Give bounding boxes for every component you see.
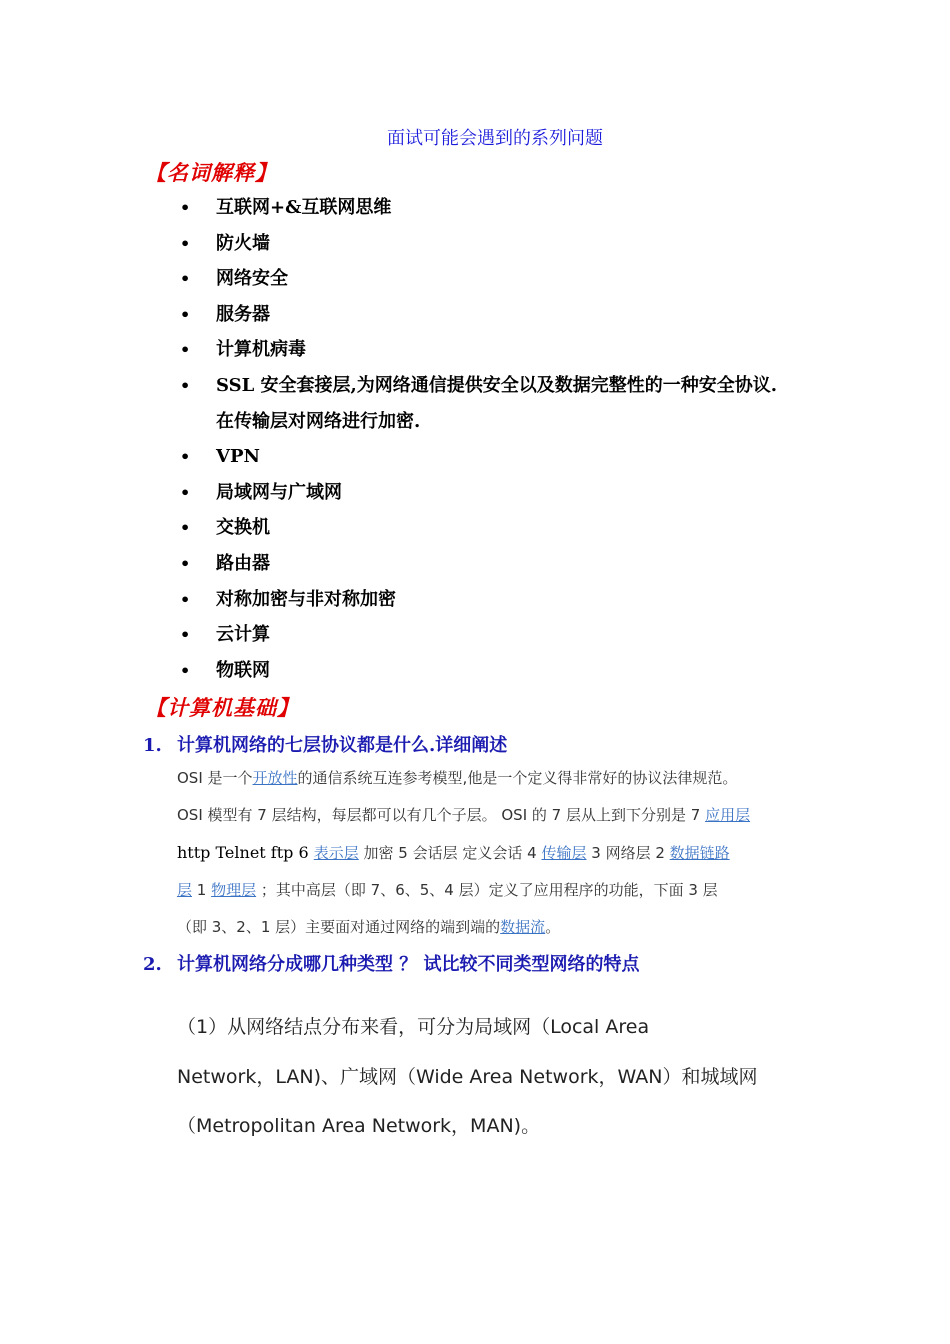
question-number: 1. [143, 735, 162, 756]
list-item [180, 510, 777, 546]
text-run: http Telnet ftp 6 [177, 843, 314, 862]
answer-line: Network，LAN)、广域网（Wide Area Network，WAN）和城域网 [177, 1065, 758, 1088]
bullet-icon: • [180, 304, 191, 324]
section-heading-basics: 【计算机基础】 [145, 695, 299, 720]
bullet-icon: • [180, 553, 191, 573]
link-application-layer[interactable]: 应用层 [705, 806, 751, 824]
question-text: 计算机网络的七层协议都是什么.详细阐述 [177, 735, 508, 756]
bullet-icon: • [180, 589, 191, 609]
text-run: 。 [545, 918, 561, 936]
text-run: OSI 是一个 [177, 769, 253, 787]
term-label: SSL 安全套接层,为网络通信提供安全以及数据完整性的一种安全协议. [216, 374, 778, 396]
list-item [180, 190, 777, 226]
text-run: 加密 5 会话层 定义会话 4 [358, 844, 542, 862]
text-run: 3 网络层 2 [586, 844, 670, 862]
network-types-answer [177, 1003, 817, 1152]
link-transport-layer[interactable]: 传输层 [541, 844, 587, 862]
term-label: VPN [216, 446, 260, 468]
answer-line [177, 872, 817, 909]
term-list [180, 190, 777, 688]
section-heading-terms: 【名词解释】 [145, 160, 277, 185]
term-label: 互联网+&互联网思维 [216, 197, 392, 218]
list-item [180, 475, 777, 511]
osi-answer [177, 760, 817, 946]
term-label-continuation: 在传输层对网络进行加密. [216, 410, 421, 432]
list-item [180, 653, 777, 689]
list-item [180, 546, 777, 582]
list-item [180, 439, 777, 475]
term-label: 计算机病毒 [216, 339, 306, 361]
term-label: 云计算 [216, 624, 270, 646]
answer-line: （1）从网络结点分布来看，可分为局域网（Local Area [177, 1016, 650, 1038]
link-data-stream[interactable]: 数据流 [500, 918, 546, 936]
text-run: ；其中高层（即 7、6、5、4 层）定义了应用程序的功能，下面 3 层 [256, 881, 718, 899]
bullet-icon: • [180, 625, 191, 645]
question-number: 2. [143, 954, 162, 975]
term-label: 防火墙 [216, 232, 270, 254]
list-item [180, 368, 777, 439]
bullet-icon: • [180, 375, 191, 395]
question-1-heading [143, 731, 507, 757]
text-run: （即 3、2、1 层）主要面对通过网络的端到端的 [177, 918, 501, 936]
term-label: 服务器 [216, 303, 270, 325]
answer-line [177, 797, 817, 834]
answer-line [177, 760, 817, 797]
text-run: 1 [192, 881, 212, 899]
bullet-icon: • [180, 447, 191, 467]
term-label: 局域网与广域网 [216, 481, 342, 503]
term-label: 交换机 [216, 517, 270, 539]
bullet-icon: • [180, 518, 191, 538]
link-open-system[interactable]: 开放性 [252, 769, 298, 787]
list-item [180, 332, 777, 368]
term-label: 路由器 [216, 552, 270, 574]
answer-line: （Metropolitan Area Network，MAN)。 [177, 1115, 541, 1137]
term-label: 网络安全 [216, 268, 288, 290]
link-data-link-layer[interactable]: 数据链路 [669, 844, 730, 862]
term-label: 物联网 [216, 659, 270, 681]
list-item [180, 226, 777, 262]
question-2-heading [143, 950, 640, 976]
link-presentation-layer[interactable]: 表示层 [313, 844, 359, 862]
answer-line [177, 909, 817, 946]
text-run: OSI 模型有 7 层结构，每层都可以有几个子层。 OSI 的 7 层从上到下分别是 7 [177, 806, 706, 824]
list-item [180, 297, 777, 333]
bullet-icon: • [180, 340, 191, 360]
answer-line [177, 834, 817, 872]
question-text: 计算机网络分成哪几种类型 ？ 试比较不同类型网络的特点 [177, 954, 640, 975]
page-title: 面试可能会遇到的系列问题 [387, 128, 603, 149]
list-item [180, 261, 777, 297]
link-data-link-layer-cont[interactable]: 层 [177, 881, 193, 899]
list-item [180, 582, 777, 618]
bullet-icon: • [180, 269, 191, 289]
term-label: 对称加密与非对称加密 [216, 588, 396, 610]
bullet-icon: • [180, 482, 191, 502]
link-physical-layer[interactable]: 物理层 [211, 881, 257, 899]
list-item [180, 617, 777, 653]
bullet-icon: • [180, 233, 191, 253]
bullet-icon: • [180, 660, 191, 680]
text-run: 的通信系统互连参考模型,他是一个定义得非常好的协议法律规范。 [297, 769, 738, 787]
bullet-icon: • [180, 198, 191, 217]
